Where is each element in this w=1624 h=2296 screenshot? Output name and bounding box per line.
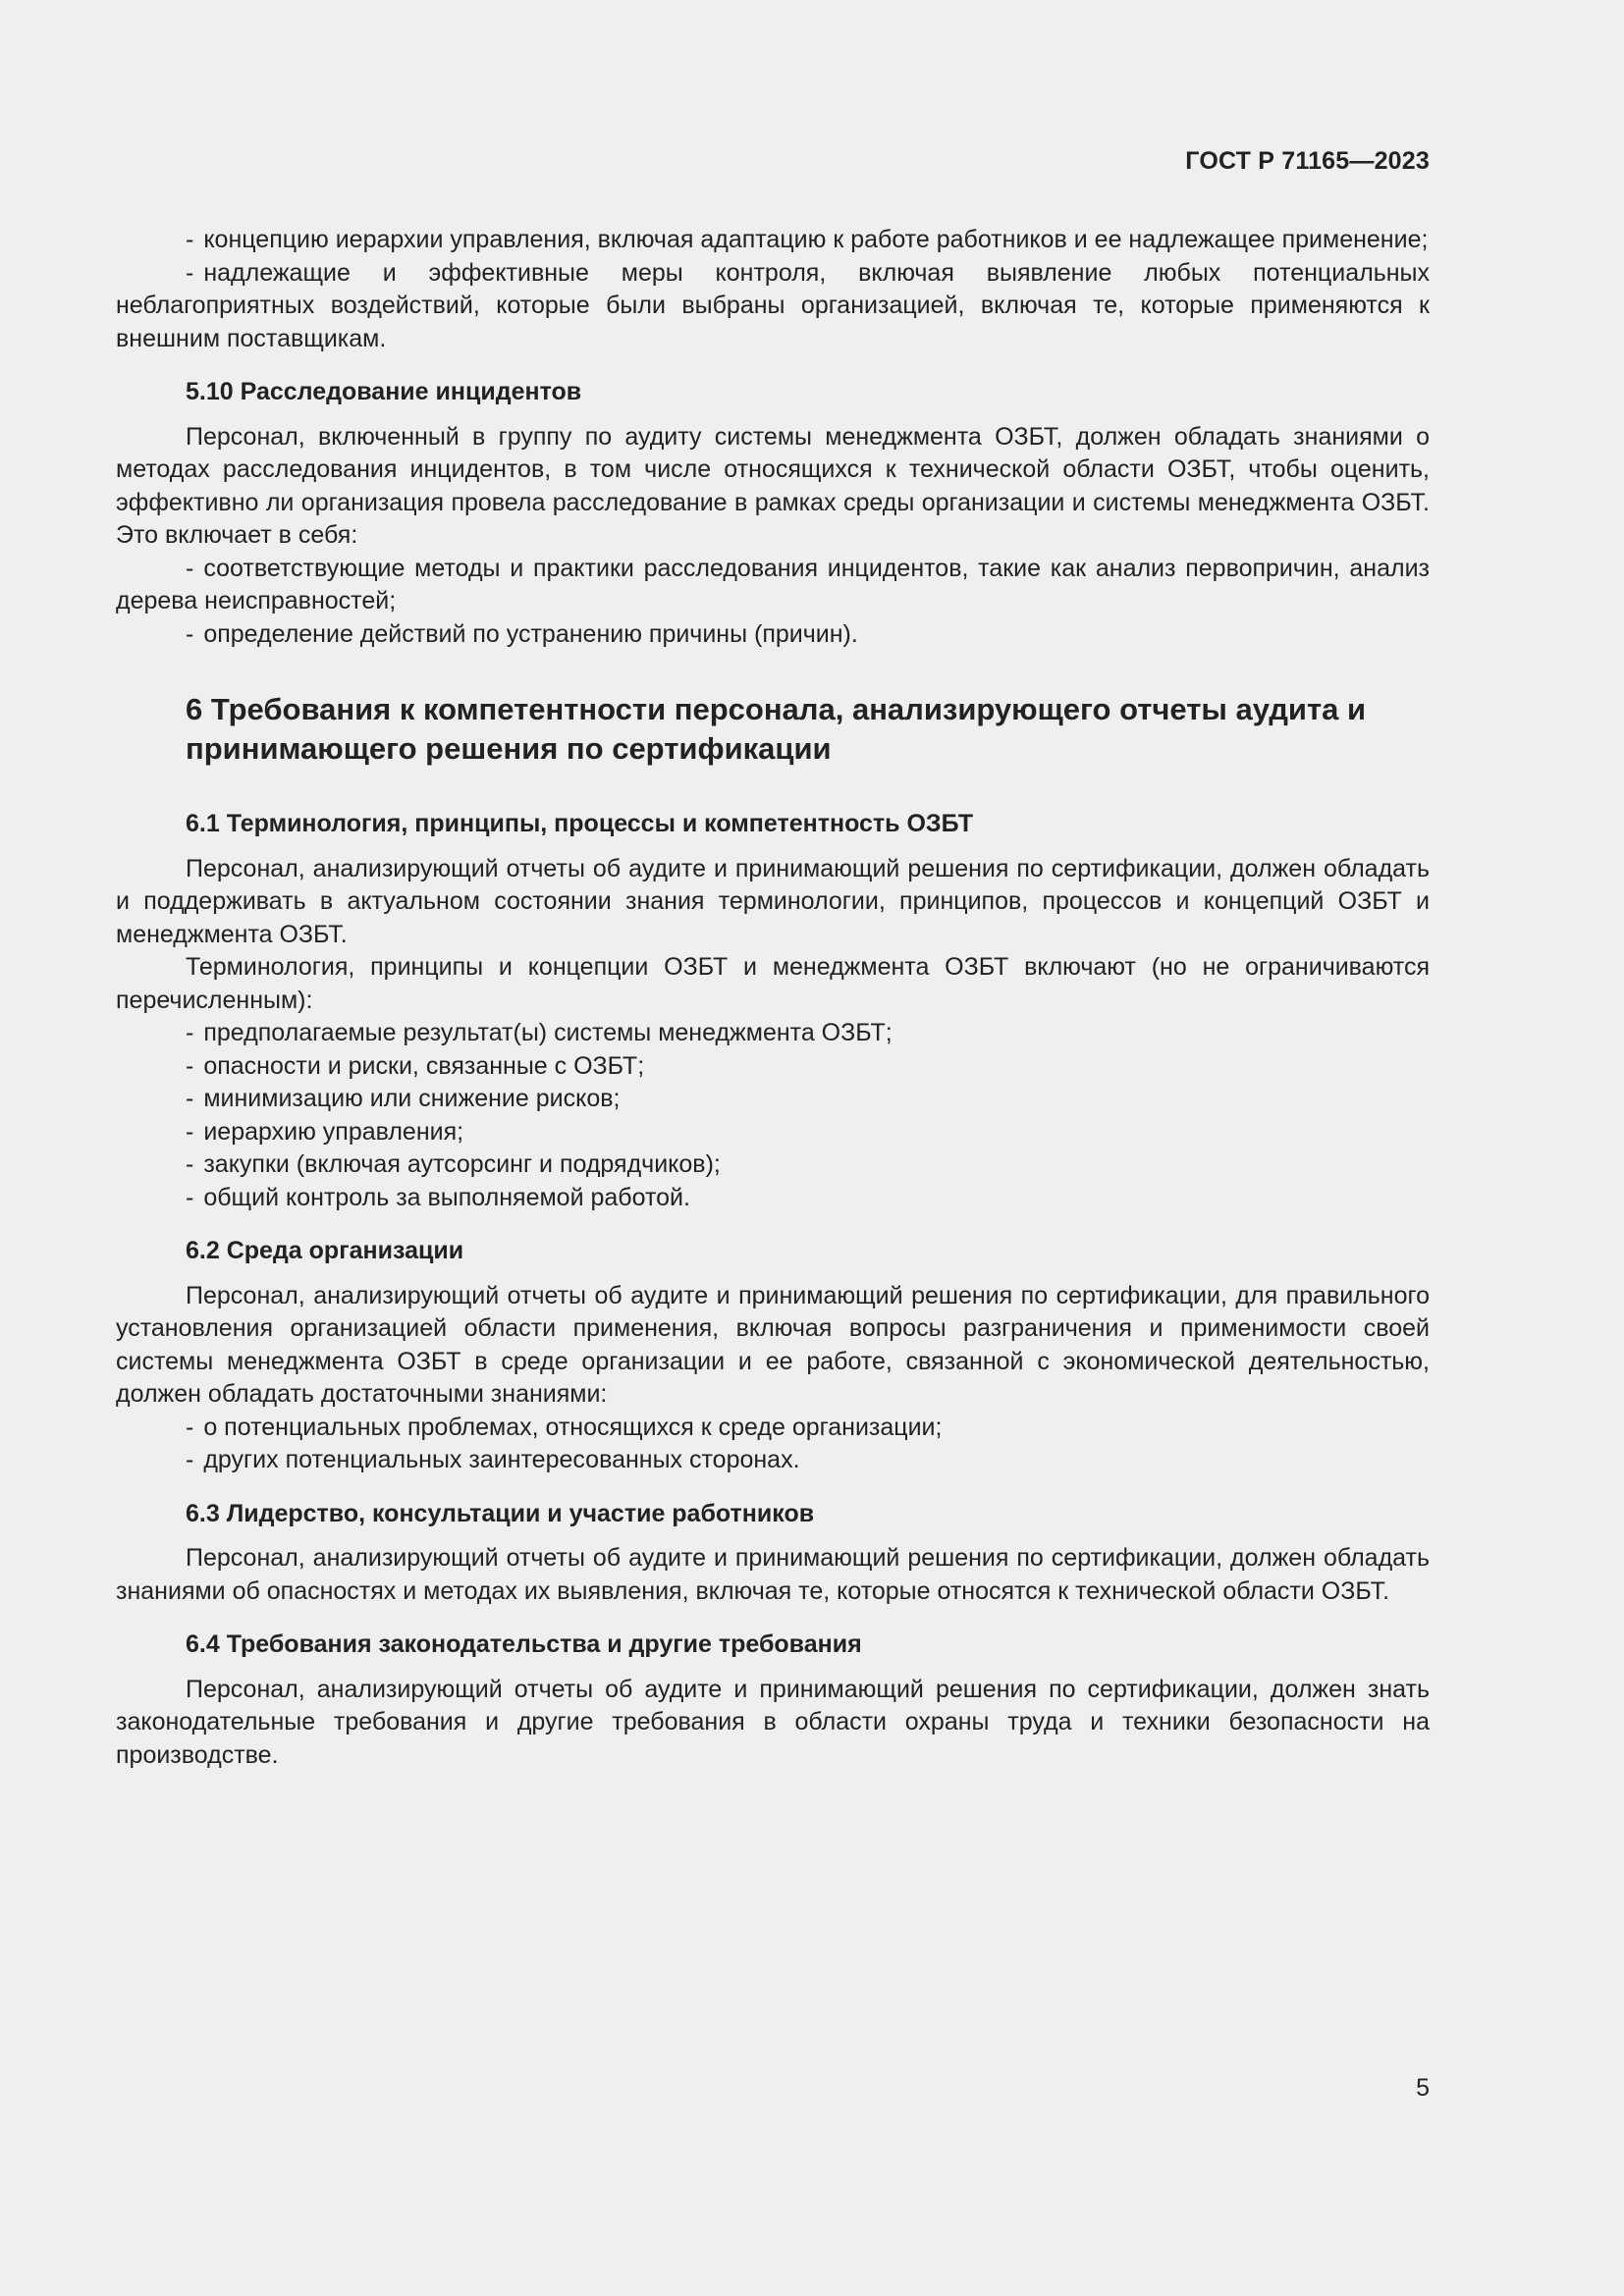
section-heading-6-2: 6.2 Среда организации: [186, 1237, 464, 1264]
chapter-heading-6: 6 Требования к компетентности персонала, анализирующего отчеты аудита и принимающего решения по сертификации: [186, 692, 1367, 766]
list-dash: -: [186, 1446, 194, 1473]
section-heading-6-3: 6.3 Лидерство, консультации и участие работников: [186, 1499, 815, 1527]
list-item: [116, 1017, 1430, 1050]
list-item-text: определение действий по устранению причины (причин).: [203, 619, 858, 648]
list-item: [116, 257, 1430, 356]
section-heading-5-10: 5.10 Расследование инцидентов: [186, 378, 582, 405]
document-id-header: ГОСТ Р 71165—2023: [1185, 147, 1430, 175]
section-heading-6-1: 6.1 Терминология, принципы, процессы и компетентность ОЗБТ: [186, 810, 974, 837]
paragraph: Терминология, принципы и концепции ОЗБТ и менеджмента ОЗБТ включают (но не ограничиваются перечисленным):: [116, 953, 1430, 1014]
list-item-text: иерархию управления;: [203, 1117, 464, 1146]
section-heading-6-4: 6.4 Требования законодательства и другие требования: [186, 1630, 862, 1658]
list-item-text: надлежащие и эффективные меры контроля, включая выявление любых потенциальных неблагоприятных воздействий, которые были выбраны организацией, включая те, которые применяются к внешним поставщикам.: [116, 258, 1430, 352]
paragraph: Персонал, анализирующий отчеты об аудите и принимающий решения по сертификации, должен обладать знаниями об опасностях и методах их выявления, включая те, которые относятся к технической области ОЗБТ.: [116, 1544, 1430, 1605]
list-item: [116, 1116, 1430, 1149]
paragraph: Персонал, анализирующий отчеты об аудите и принимающий решения по сертификации, для правильного установления организацией области применения, включая вопросы разграничения и применимости своей системы менеджмента ОЗБТ в среде организации и ее работе, связанной с экономической деятельностью, должен обладать достаточными знаниями:: [116, 1281, 1430, 1408]
paragraph: Персонал, анализирующий отчеты об аудите и принимающий решения по сертификации, должен знать законодательные требования и другие требования в области охраны труда и техники безопасности на производстве.: [116, 1675, 1430, 1769]
list-item: [116, 618, 1430, 652]
list-item: [116, 224, 1430, 257]
list-dash: -: [186, 1413, 194, 1441]
list-item: [116, 1083, 1430, 1116]
paragraph: Персонал, включенный в группу по аудиту системы менеджмента ОЗБТ, должен обладать знаниями о методах расследования инцидентов, в том числе относящихся к технической области ОЗБТ, чтобы оценить, эффективно ли организация провела расследование в рамках среды организации и системы менеджмента ОЗБТ. Это включает в себя:: [116, 422, 1430, 549]
list-item: [116, 1148, 1430, 1182]
list-dash: -: [186, 1085, 194, 1112]
list-dash: -: [186, 1150, 194, 1178]
list-dash: -: [186, 1183, 194, 1211]
page-number: 5: [1416, 2074, 1430, 2102]
list-item: [116, 1182, 1430, 1215]
list-item: [116, 1444, 1430, 1477]
list-dash: -: [186, 619, 194, 648]
list-item-text: соответствующие методы и практики расследования инцидентов, такие как анализ первопричин, анализ дерева неисправностей;: [116, 554, 1430, 614]
list-item: [116, 1050, 1430, 1084]
list-item-text: концепцию иерархии управления, включая адаптацию к работе работников и ее надлежащее применение;: [203, 226, 1429, 253]
document-body: [116, 224, 1430, 1772]
list-item-text: опасности и риски, связанные с ОЗБТ;: [203, 1051, 645, 1080]
list-item-text: минимизацию или снижение рисков;: [203, 1085, 621, 1112]
list-item-text: о потенциальных проблемах, относящихся к среде организации;: [203, 1413, 943, 1441]
list-item: [116, 553, 1430, 618]
list-item-text: общий контроль за выполняемой работой.: [203, 1183, 690, 1211]
list-dash: -: [186, 1117, 194, 1146]
list-item-text: других потенциальных заинтересованных сторонах.: [203, 1446, 800, 1473]
list-item-text: закупки (включая аутсорсинг и подрядчиков);: [203, 1150, 721, 1178]
list-dash: -: [186, 1019, 194, 1046]
list-item-text: предполагаемые результат(ы) системы менеджмента ОЗБТ;: [203, 1019, 893, 1046]
list-dash: -: [186, 554, 194, 582]
paragraph: Персонал, анализирующий отчеты об аудите и принимающий решения по сертификации, должен обладать и поддерживать в актуальном состоянии знания терминологии, принципов, процессов и концепций ОЗБТ и менеджмента ОЗБТ.: [116, 854, 1430, 948]
list-dash: -: [186, 226, 194, 253]
list-item: [116, 1412, 1430, 1445]
list-dash: -: [186, 258, 194, 287]
list-dash: -: [186, 1051, 194, 1080]
